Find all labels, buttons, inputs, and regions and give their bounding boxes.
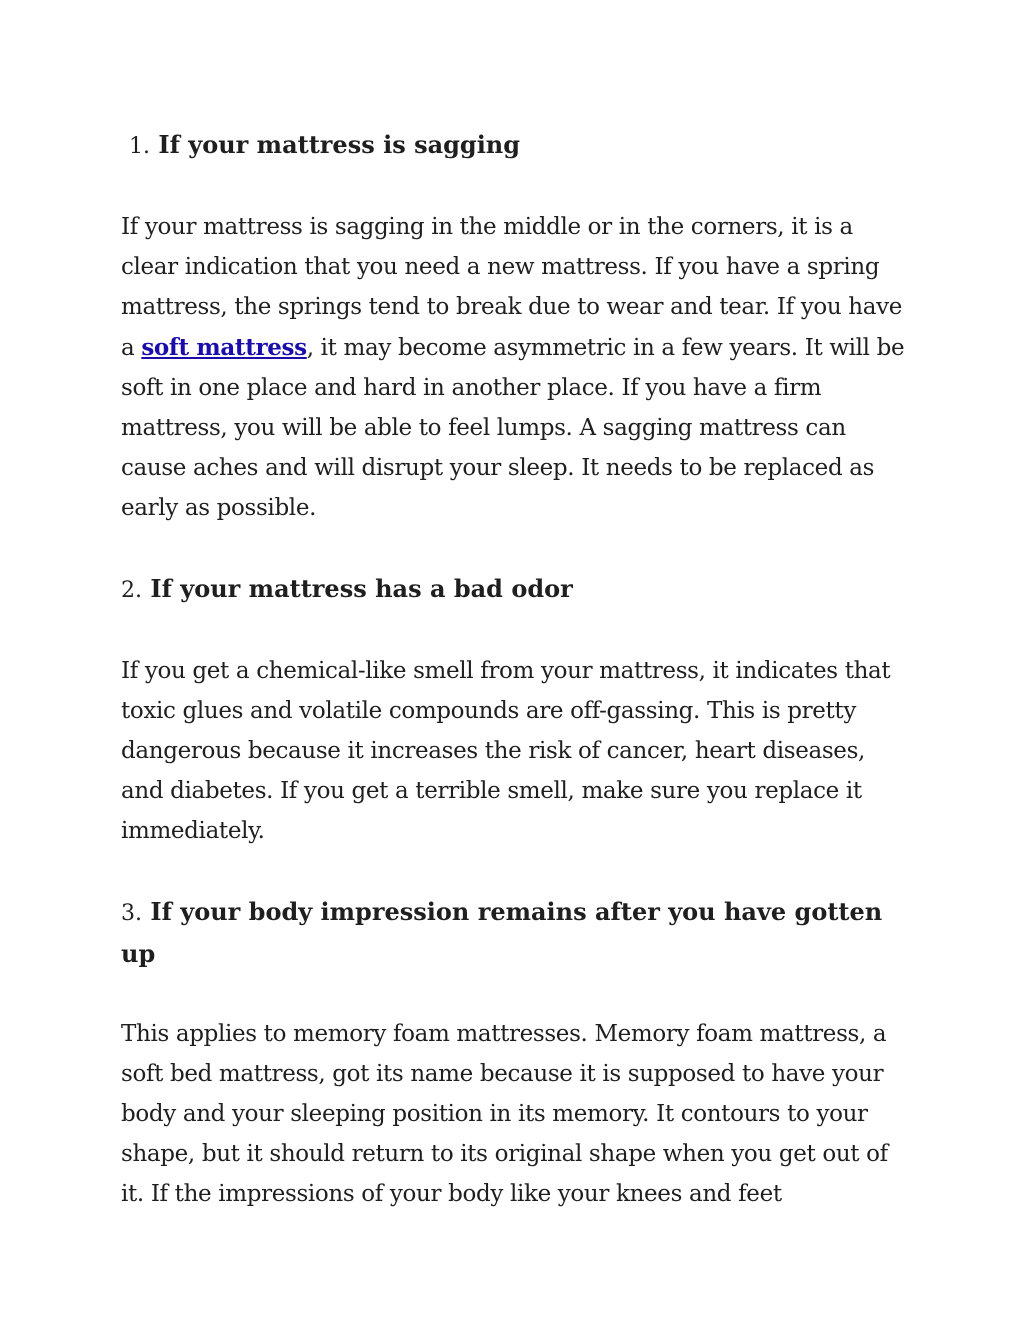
section-1-body-after-link: , it may become asymmetric in a few years. It will be soft in one place and hard in another place. If you have a firm mattress, you will be able to feel lumps. A sagging mattress can cause aches and will disrupt your sleep. It needs to be replaced as early as possible. (121, 334, 905, 522)
section-1-body-before-link: If your mattress is sagging in the middle or in the corners, it is a clear indication that you need a new mattress. If you have a spring mattress, the springs tend to break due to wear and tear. If you have a (121, 214, 902, 361)
section-2-body: If you get a chemical-like smell from your mattress, it indicates that toxic glues and volatile compounds are off-gassing. This is pretty dangerous because it increases the risk of cancer, heart diseases, and diabetes. If you get a terrible smell, make sure you replace it immediately. (121, 657, 891, 845)
section-2-title: If your mattress has a bad odor (150, 573, 573, 603)
section-2-heading (121, 569, 911, 611)
section-1-body (121, 207, 911, 529)
document-page (121, 125, 911, 1215)
soft-mattress-link[interactable]: soft mattress (141, 333, 307, 361)
section-1-title: If your mattress is sagging (158, 130, 521, 159)
section-3-heading (121, 892, 911, 974)
section-3-title: If your body impression remains after you have gotten up (121, 896, 883, 968)
section-3-body: This applies to memory foam mattresses. Memory foam mattress, a soft bed mattress, got its name because it is supposed to have your body and your sleeping position in its memory. It contours to your shape, but it should return to its original shape when you get out of it. If the impressions of your body like your knees and feet (121, 1020, 888, 1208)
section-1-heading (121, 125, 911, 167)
section-2-number: 2. (121, 577, 142, 603)
section-3-number: 3. (121, 900, 142, 926)
section-1-number: 1. (129, 134, 150, 159)
